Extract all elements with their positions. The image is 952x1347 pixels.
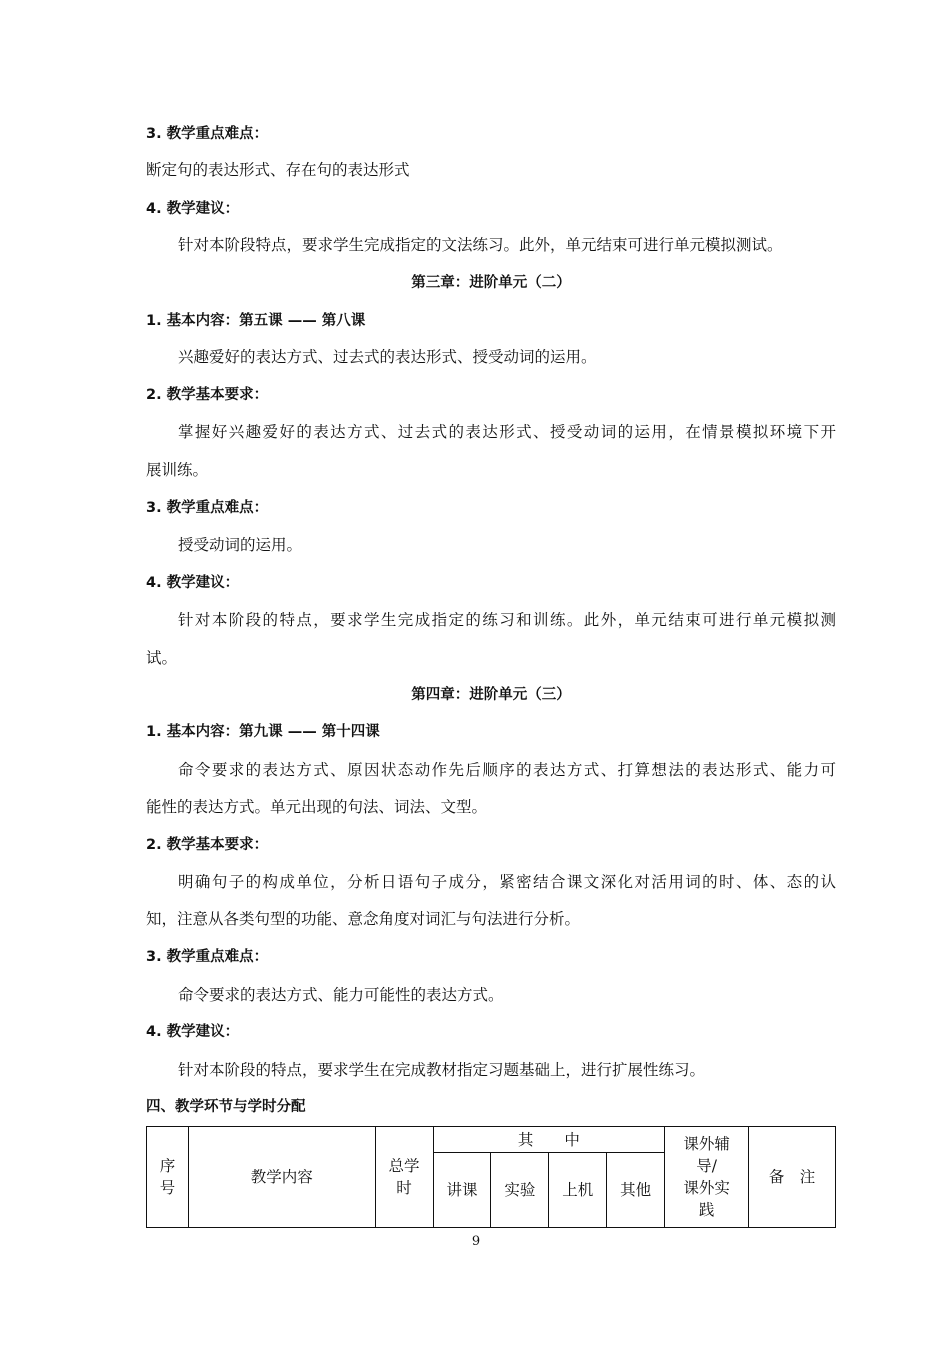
paragraph: 知，注意从各类句型的功能、意念角度对词汇与句法进行分析。 bbox=[146, 910, 581, 928]
paragraph: 掌握好兴趣爱好的表达方式、过去式的表达形式、授受动词的运用，在情景模拟环境下开 bbox=[178, 423, 836, 441]
section-title: 四、教学环节与学时分配 bbox=[146, 1099, 306, 1115]
chapter-title: 第四章：进阶单元（三） bbox=[411, 687, 571, 703]
header-computer: 上机 bbox=[549, 1153, 607, 1228]
paragraph: 命令要求的表达方式、能力可能性的表达方式。 bbox=[178, 986, 504, 1004]
heading-suggestions: 4. 教学建议： bbox=[146, 575, 240, 591]
header-total-hours: 总学 时 bbox=[375, 1127, 433, 1228]
paragraph: 能性的表达方式。单元出现的句法、词法、文型。 bbox=[146, 798, 488, 816]
chapter-title: 第三章：进阶单元（二） bbox=[411, 275, 571, 291]
heading-basic-content: 1. 基本内容：第九课 —— 第十四课 bbox=[146, 724, 380, 740]
heading-key-points: 3. 教学重点难点： bbox=[146, 949, 269, 965]
header-experiment: 实验 bbox=[491, 1153, 549, 1228]
heading-basic-content: 1. 基本内容：第五课 —— 第八课 bbox=[146, 313, 366, 329]
paragraph: 授受动词的运用。 bbox=[178, 536, 303, 554]
paragraph: 命令要求的表达方式、原因状态动作先后顺序的表达方式、打算想法的表达形式、能力可 bbox=[178, 761, 836, 779]
page-number: 9 bbox=[471, 1234, 481, 1249]
paragraph: 试。 bbox=[146, 649, 178, 667]
heading-key-points: 3. 教学重点难点： bbox=[146, 500, 269, 516]
header-breakdown: 其 中 bbox=[433, 1127, 665, 1153]
paragraph: 展训练。 bbox=[146, 461, 209, 479]
header-content: 教学内容 bbox=[188, 1127, 375, 1228]
header-extracurricular: 课外辅 导/ 课外实 践 bbox=[665, 1127, 749, 1228]
paragraph: 针对本阶段特点，要求学生完成指定的文法练习。此外，单元结束可进行单元模拟测试。 bbox=[178, 236, 783, 254]
heading-suggestions: 4. 教学建议： bbox=[146, 1024, 240, 1040]
heading-suggestions: 4. 教学建议： bbox=[146, 201, 240, 217]
header-lecture: 讲课 bbox=[433, 1153, 491, 1228]
heading-key-points: 3. 教学重点难点： bbox=[146, 126, 269, 142]
heading-requirements: 2. 教学基本要求： bbox=[146, 837, 269, 853]
schedule-table bbox=[146, 1126, 836, 1228]
header-index: 序 号 bbox=[147, 1127, 189, 1228]
heading-requirements: 2. 教学基本要求： bbox=[146, 387, 269, 403]
header-remark: 备 注 bbox=[749, 1127, 836, 1228]
paragraph: 兴趣爱好的表达方式、过去式的表达形式、授受动词的运用。 bbox=[178, 348, 597, 366]
paragraph: 断定句的表达形式、存在句的表达形式 bbox=[146, 161, 410, 179]
paragraph: 针对本阶段的特点，要求学生完成指定的练习和训练。此外，单元结束可进行单元模拟测 bbox=[178, 611, 836, 629]
paragraph: 明确句子的构成单位，分析日语句子成分，紧密结合课文深化对活用词的时、体、态的认 bbox=[178, 873, 836, 891]
paragraph: 针对本阶段的特点，要求学生在完成教材指定习题基础上，进行扩展性练习。 bbox=[178, 1061, 706, 1079]
header-other: 其他 bbox=[607, 1153, 665, 1228]
